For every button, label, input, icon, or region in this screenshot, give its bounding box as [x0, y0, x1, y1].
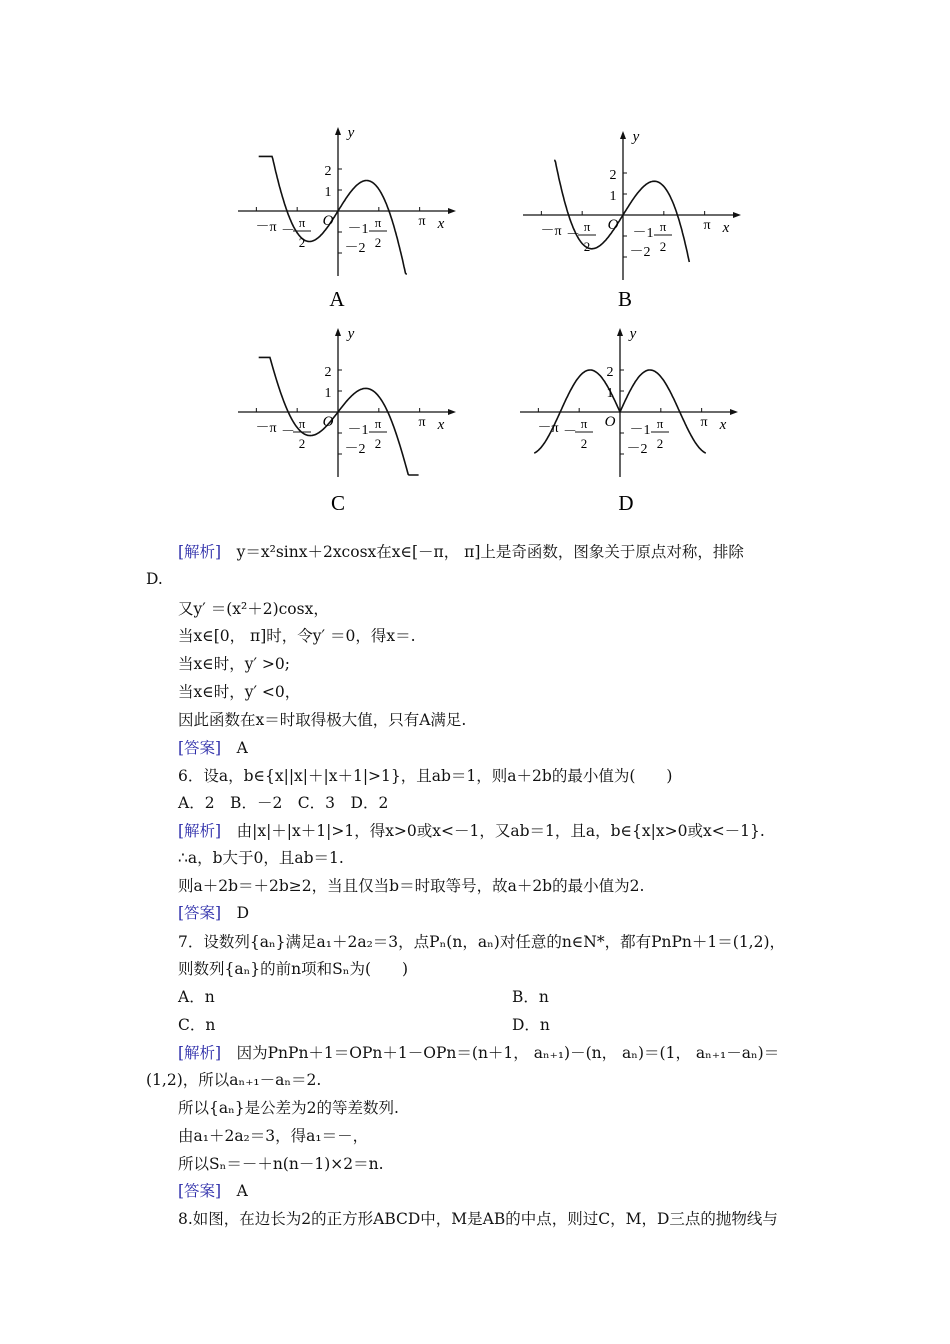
text-line [178, 738, 248, 758]
text-line [178, 793, 388, 813]
text-line [146, 569, 163, 589]
line-text: y＝x²sinx＋2xcosx在x∈[－π， π]上是奇函数，图象关于原点对称，排除 [221, 543, 744, 561]
answer-choice-graphs [0, 0, 950, 530]
origin-label: O [607, 217, 619, 233]
text-line [178, 932, 785, 952]
x-tick-label-neg-half-pi-num: π [298, 416, 306, 431]
x-tick-label-half-pi-num: π [659, 219, 667, 234]
y-tick-label-2: 2 [324, 164, 332, 179]
text-line [178, 959, 408, 979]
figure-label-c: C [330, 491, 346, 515]
line-text: 当x∈时，y′ >0; [178, 655, 290, 673]
y-axis-arrow [620, 131, 626, 139]
text-line [178, 876, 644, 896]
x-tick-label-neg-sign: － [281, 224, 295, 239]
x-tick-label-neg-pi: －π [540, 224, 562, 239]
section-tag: [答案] [178, 1182, 222, 1200]
function-curve [554, 160, 689, 262]
y-tick-label-neg-2: －2 [626, 442, 648, 457]
x-tick-label-half-pi-num: π [656, 416, 664, 431]
figure-label-b: B [617, 287, 633, 311]
line-text: D. [146, 570, 163, 588]
text-line [178, 1209, 778, 1229]
x-tick-label-half-pi-num: π [374, 215, 382, 230]
x-tick-label-neg-half-pi-den: 2 [298, 235, 306, 250]
text-line [178, 1015, 550, 1035]
line-text: A [221, 739, 248, 757]
x-tick-label-neg-half-pi-num: π [580, 416, 588, 431]
text-line [178, 710, 466, 730]
text-line [178, 542, 744, 562]
x-tick-label-neg-half-pi-num: π [583, 219, 591, 234]
option-second-column: D．n [512, 1016, 550, 1034]
x-tick-label-neg-sign: － [566, 228, 580, 243]
x-tick-label-neg-half-pi-den: 2 [298, 436, 306, 451]
x-axis-label: x [722, 220, 730, 236]
origin-label: O [322, 213, 334, 229]
x-axis-arrow [733, 212, 741, 218]
section-tag: [解析] [178, 543, 222, 561]
option-second-column: B．n [512, 988, 549, 1006]
origin-label: O [604, 414, 616, 430]
figure-label-d: D [618, 491, 634, 515]
y-axis-arrow [335, 127, 341, 135]
line-text: 由a₁＋2a₂＝3，得a₁＝－， [178, 1127, 369, 1145]
line-text: D [221, 904, 250, 922]
x-tick-label-neg-half-pi-den: 2 [583, 239, 591, 254]
y-tick-label-2: 2 [606, 365, 614, 380]
text-line [178, 654, 290, 674]
y-tick-label-2: 2 [609, 168, 617, 183]
x-axis-label: x [437, 216, 445, 232]
line-text: 由|x|＋|x＋1|>1，得x>0或x<－1，又ab＝1，且a，b∈{x|x>0或x<－1}. [221, 822, 765, 840]
text-line [178, 599, 329, 619]
line-text: A．2 B．－2 C．3 D．2 [178, 794, 389, 812]
y-axis-label: y [347, 125, 355, 141]
x-tick-label-neg-sign: － [563, 425, 577, 440]
text-line [178, 1154, 384, 1174]
y-tick-label-neg-1: －1 [629, 423, 651, 438]
x-axis-arrow [730, 409, 738, 415]
x-tick-label-neg-half-pi-num: π [298, 215, 306, 230]
section-tag: [解析] [178, 1044, 222, 1062]
origin-label: O [322, 414, 334, 430]
x-tick-label-neg-sign: － [281, 425, 295, 440]
x-tick-label-pi: π [418, 214, 426, 229]
line-text: A．n [178, 988, 215, 1006]
line-text: ∴a，b大于0，且ab＝1. [178, 849, 344, 867]
x-tick-label-neg-pi: －π [255, 421, 277, 436]
text-line [178, 848, 344, 868]
text-line [178, 766, 672, 786]
y-tick-label-1: 1 [609, 189, 617, 204]
text-line [178, 903, 249, 923]
line-text: 又y′ ＝(x²＋2)cosx， [178, 600, 329, 618]
x-axis-label: x [437, 417, 445, 433]
x-tick-label-half-pi-num: π [374, 416, 382, 431]
line-text: A [221, 1182, 248, 1200]
x-axis-arrow [448, 409, 456, 415]
text-line [178, 1181, 248, 1201]
text-line [178, 987, 549, 1007]
y-tick-label-neg-1: －1 [632, 226, 654, 241]
function-curve [259, 357, 419, 475]
y-tick-label-1: 1 [324, 185, 332, 200]
y-tick-label-neg-1: －1 [347, 222, 369, 237]
x-tick-label-pi: π [700, 415, 708, 430]
x-tick-label-neg-half-pi-den: 2 [580, 436, 588, 451]
x-tick-label-neg-pi: －π [537, 421, 559, 436]
y-tick-label-neg-1: －1 [347, 423, 369, 438]
x-tick-label-half-pi-den: 2 [374, 436, 382, 451]
line-text: 因为PnPn＋1＝OPn＋1－OPn＝(n＋1， aₙ₊₁)－(n， aₙ)＝(1， aₙ₊₁－aₙ)＝ [221, 1044, 780, 1062]
y-tick-label-1: 1 [606, 386, 614, 401]
text-line [178, 626, 416, 646]
line-text: C．n [178, 1016, 216, 1034]
y-tick-label-2: 2 [324, 365, 332, 380]
line-text: 当x∈[0， π]时，令y′ ＝0，得x＝. [178, 627, 416, 645]
line-text: 所以{aₙ}是公差为2的等差数列. [178, 1099, 399, 1117]
y-axis-label: y [347, 326, 355, 342]
line-text: 则数列{aₙ}的前n项和Sₙ为( ) [178, 960, 409, 978]
x-tick-label-half-pi-den: 2 [659, 239, 667, 254]
section-tag: [答案] [178, 739, 222, 757]
text-line [178, 1098, 399, 1118]
x-tick-label-half-pi-den: 2 [374, 235, 382, 250]
text-line [178, 682, 300, 702]
line-text: 则a＋2b＝＋2b≥2，当且仅当b＝时取等号，故a＋2b的最小值为2. [178, 877, 645, 895]
y-axis-arrow [617, 328, 623, 336]
graphs-canvas [0, 0, 950, 530]
x-axis-label: x [719, 417, 727, 433]
line-text: 因此函数在x＝时取得极大值，只有A满足. [178, 711, 467, 729]
x-tick-label-pi: π [703, 218, 711, 233]
y-axis-label: y [629, 326, 637, 342]
x-tick-label-half-pi-den: 2 [656, 436, 664, 451]
y-axis-arrow [335, 328, 341, 336]
line-text: 所以Sₙ＝－＋n(n－1)×2＝n. [178, 1155, 384, 1173]
line-text: 6．设a，b∈{x||x|＋|x＋1|>1}，且ab＝1，则a＋2b的最小值为( ) [178, 767, 673, 785]
y-tick-label-neg-2: －2 [344, 241, 366, 256]
text-line [178, 1126, 368, 1146]
y-tick-label-neg-2: －2 [344, 442, 366, 457]
y-tick-label-neg-2: －2 [629, 245, 651, 260]
x-tick-label-neg-pi: －π [255, 220, 277, 235]
text-line [178, 821, 765, 841]
x-axis-arrow [448, 208, 456, 214]
line-text: 8.如图，在边长为2的正方形ABCD中，M是AB的中点，则过C，M，D三点的抛物线与 [178, 1210, 778, 1228]
y-tick-label-1: 1 [324, 386, 332, 401]
text-line [178, 1043, 779, 1063]
y-axis-label: y [632, 129, 640, 145]
section-tag: [解析] [178, 822, 222, 840]
line-text: 当x∈时，y′ <0， [178, 683, 301, 701]
text-line [146, 1070, 321, 1090]
line-text: 7．设数列{aₙ}满足a₁＋2a₂＝3，点Pₙ(n，aₙ)对任意的n∈N*，都有PnPn＋1＝(1,2)， [178, 933, 786, 951]
section-tag: [答案] [178, 904, 222, 922]
line-text: (1,2)，所以aₙ₊₁－aₙ＝2. [146, 1071, 322, 1089]
figure-label-a: A [329, 287, 345, 311]
x-tick-label-pi: π [418, 415, 426, 430]
